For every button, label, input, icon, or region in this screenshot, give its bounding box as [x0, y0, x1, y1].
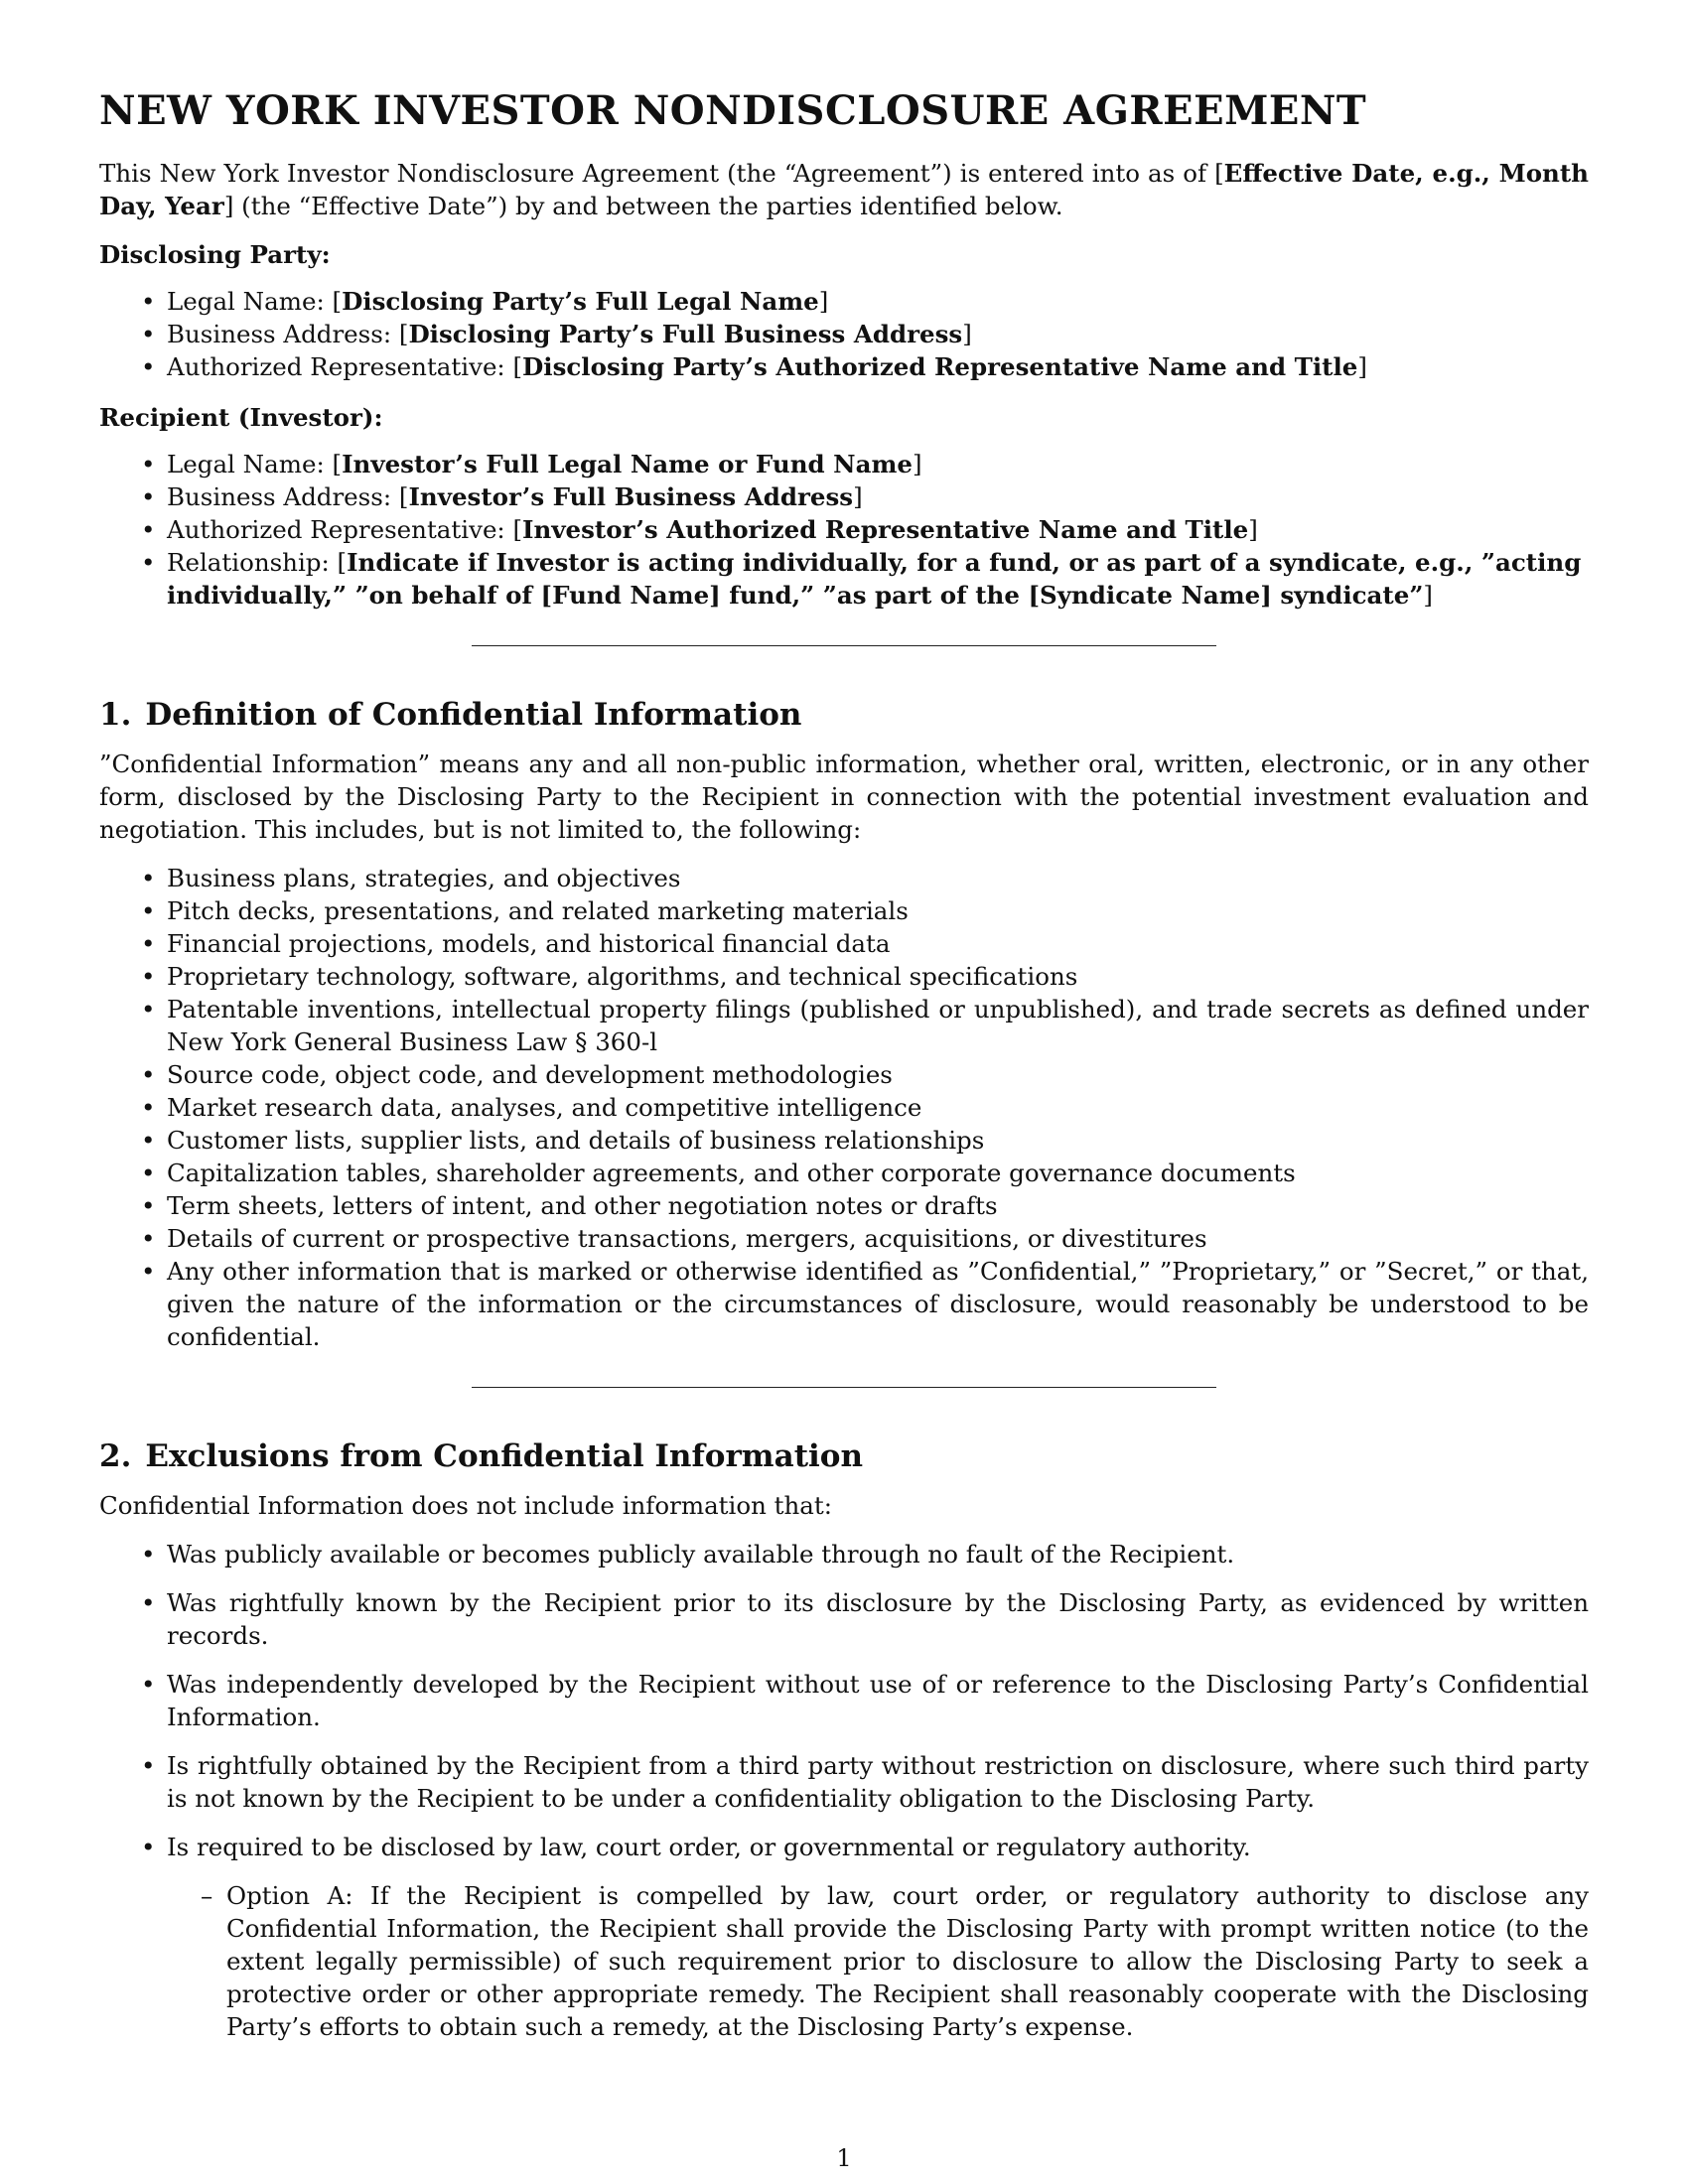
field-label: Legal Name: [167, 450, 333, 478]
document-title: NEW YORK INVESTOR NONDISCLOSURE AGREEMENT [99, 87, 1367, 134]
list-item: • Proprietary technology, software, algorithms, and technical specifications [167, 960, 1589, 993]
section-1-list [99, 862, 1589, 1353]
recipient-heading: Recipient (Investor): [99, 403, 383, 432]
list-item: • Relationship: [Indicate if Investor is acting individually, for a fund, or as part of a syndicate, e.g., ”acting individually,” ”on behalf of [Fund Name] fund,” ”as part of the [Syndicate Name] syndicate”] [167, 546, 1589, 612]
list-item: • Source code, object code, and development methodologies [167, 1058, 1589, 1091]
section-2-sublist [167, 1879, 1589, 2043]
section-2-intro: Confidential Information does not include information that: [99, 1491, 833, 1520]
effective-date-placeholder: Effective Date, e.g., Month Day, Year [99, 159, 1589, 220]
list-item: • Term sheets, letters of intent, and other negotiation notes or drafts [167, 1189, 1589, 1222]
list-item: • Business Address: [Investor’s Full Business Address] [167, 480, 1589, 513]
field-label: Authorized Representative: [167, 352, 513, 381]
field-placeholder: Disclosing Party’s Full Business Address [408, 320, 963, 348]
list-item [167, 1831, 1589, 2043]
document-page [99, 87, 1589, 2061]
list-item: • Authorized Representative: [Investor’s Authorized Representative Name and Title] [167, 513, 1589, 546]
field-placeholder: Investor’s Full Legal Name or Fund Name [342, 450, 913, 478]
section-1-intro: ”Confidential Information” means any and all non-public information, whether oral, written, electronic, or in any other form, disclosed by the Disclosing Party to the Recipient in connection with the potential investment evaluation and negotiation. This includes, but is not limited to, the following: [99, 750, 1589, 844]
disclosing-party-list [99, 285, 1589, 383]
field-label: Business Address: [167, 482, 399, 511]
list-item: • Was independently developed by the Recipient without use of or reference to the Disclosing Party’s Confidential Information. [167, 1668, 1589, 1733]
list-item: • Patentable inventions, intellectual property filings (published or unpublished), and trade secrets as defined under New York General Business Law § 360-l [167, 993, 1589, 1058]
intro-text-2: ] (the “Effective Date”) by and between the parties identified below. [223, 192, 1063, 220]
section-2-list [99, 1538, 1589, 2043]
list-item: • Was publicly available or becomes publicly available through no fault of the Recipient. [167, 1538, 1589, 1570]
field-placeholder: Disclosing Party’s Full Legal Name [342, 287, 819, 316]
section-divider [472, 1387, 1216, 1388]
list-item: • Any other information that is marked or otherwise identified as ”Confidential,” ”Proprietary,” or ”Secret,” or that, given the nature of the information or the circumstances of disclosure, would reasonably be understood to be confidential. [167, 1255, 1589, 1353]
disclosing-party-heading: Disclosing Party: [99, 240, 331, 269]
section-1-heading [99, 696, 1589, 734]
list-item: • Legal Name: [Disclosing Party’s Full Legal Name] [167, 285, 1589, 318]
section-number: 2. [99, 1438, 132, 1474]
section-2-heading [99, 1437, 1589, 1475]
list-item: • Pitch decks, presentations, and related marketing materials [167, 894, 1589, 927]
list-item: • Capitalization tables, shareholder agreements, and other corporate governance documents [167, 1157, 1589, 1189]
field-placeholder: Indicate if Investor is acting individually, for a fund, or as part of a syndicate, e.g., ”acting individually,” ”on behalf of [Fund Name] fund,” ”as part of the [Syndicate Name] syndicate” [167, 548, 1582, 610]
section-title: Definition of Confidential Information [145, 697, 802, 733]
section-divider [472, 645, 1216, 646]
field-label: Authorized Representative: [167, 515, 513, 544]
intro-text-1: This New York Investor Nondisclosure Agreement (the “Agreement”) is entered into as of [ [99, 159, 1224, 188]
field-label: Legal Name: [167, 287, 333, 316]
list-item: • Financial projections, models, and historical financial data [167, 927, 1589, 960]
list-item: • Details of current or prospective transactions, mergers, acquisitions, or divestitures [167, 1222, 1589, 1255]
field-label: Relationship: [167, 548, 338, 577]
section-title: Exclusions from Confidential Information [145, 1438, 864, 1474]
field-placeholder: Investor’s Full Business Address [408, 482, 854, 511]
list-item: • Is rightfully obtained by the Recipient from a third party without restriction on disclosure, where such third party is not known by the Recipient to be under a confidentiality obligation to the Disclosing Party. [167, 1749, 1589, 1815]
list-item: • Business Address: [Disclosing Party’s Full Business Address] [167, 318, 1589, 350]
list-item: • Authorized Representative: [Disclosing Party’s Authorized Representative Name and Title] [167, 350, 1589, 383]
recipient-list [99, 448, 1589, 612]
sub-list-item: – Option A: If the Recipient is compelled by law, court order, or regulatory authority to disclose any Confidential Information, the Recipient shall provide the Disclosing Party with prompt written notice (to the extent legally permissible) of such requirement prior to disclosure to allow the Disclosing Party to seek a protective order or other appropriate remedy. The Recipient shall reasonably cooperate with the Disclosing Party’s efforts to obtain such a remedy, at the Disclosing Party’s expense. [226, 1879, 1589, 2043]
list-item: • Customer lists, supplier lists, and details of business relationships [167, 1124, 1589, 1157]
list-item: • Market research data, analyses, and competitive intelligence [167, 1091, 1589, 1124]
list-item: • Legal Name: [Investor’s Full Legal Name or Fund Name] [167, 448, 1589, 480]
intro-paragraph [99, 157, 1589, 222]
list-item: • Business plans, strategies, and objectives [167, 862, 1589, 894]
page-number: 1 [836, 2144, 852, 2172]
list-item-text: Is required to be disclosed by law, court order, or governmental or regulatory authority. [167, 1833, 1251, 1861]
field-placeholder: Disclosing Party’s Authorized Representative Name and Title [522, 352, 1358, 381]
field-label: Business Address: [167, 320, 399, 348]
section-number: 1. [99, 697, 132, 733]
field-placeholder: Investor’s Authorized Representative Name and Title [522, 515, 1249, 544]
list-item: • Was rightfully known by the Recipient prior to its disclosure by the Disclosing Party, as evidenced by written records. [167, 1586, 1589, 1652]
